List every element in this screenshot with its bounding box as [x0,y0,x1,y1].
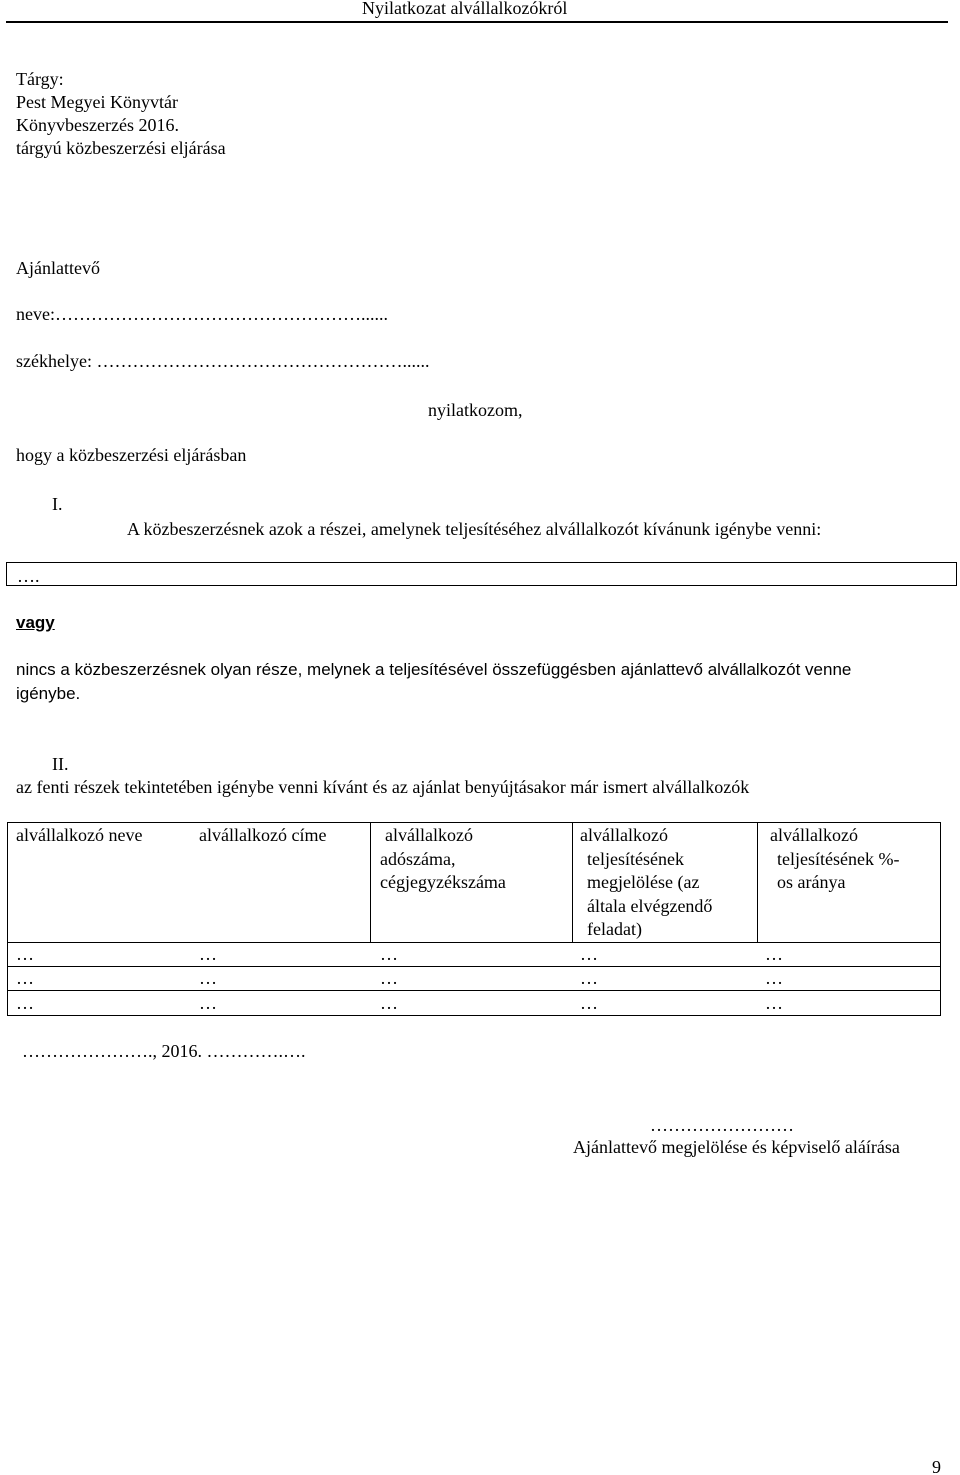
table-bottom-border [7,1015,941,1016]
table-col-separator-5 [757,822,758,942]
signature-label: Ajánlattevő megjelölése és képviselő aláírása [573,1137,900,1157]
table-header-share [770,824,899,895]
table-header-name [16,824,142,848]
table-header-tax-line-3: cégjegyzékszáma [380,872,506,892]
none-text-line-2: igénybe. [16,684,81,703]
section-one-box-text: …. [17,566,40,586]
page-header-title: Nyilatkozat alvállalkozókról [362,0,568,18]
table-header-task-line-2: teljesítésének [587,848,684,869]
page-number: 9 [932,1457,941,1475]
table-header-task-line-4: általa elvégzendő [587,895,713,916]
table-header-task-line-1: alvállalkozó [580,825,668,845]
table-header-task [580,824,712,942]
table-col-separator-3 [370,822,371,942]
table-cell: … [580,993,598,1013]
table-header-share-line-2: teljesítésének %- [777,848,900,869]
table-header-bottom-border [7,942,941,943]
header-rule [6,21,948,23]
subject-line-2: Könyvbeszerzés 2016. [16,115,179,135]
table-row-1-bottom-border [7,966,941,967]
declaration-declare: nyilatkozom, [428,400,523,420]
table-cell: … [765,968,783,988]
table-header-share-line-3: os aránya [777,872,846,892]
date-line: …………………., 2016. ………….…. [22,1041,306,1061]
subject-label: Tárgy: [16,69,64,89]
bidder-name-line: neve:……………………………………………...... [16,304,388,324]
none-text-line-1: nincs a közbeszerzésnek olyan része, melynek a teljesítésével összefüggésben ajánlattevő alvállalkozót venne [16,660,852,679]
table-cell: … [16,968,34,988]
table-right-border [940,822,941,1015]
table-cell: … [16,993,34,1013]
table-header-task-line-5: feladat) [587,919,642,939]
table-row [0,992,960,1015]
table-cell: … [580,968,598,988]
declaration-context: hogy a közbeszerzési eljárásban [16,445,247,465]
table-cell: … [199,944,217,964]
or-text: vagy [16,613,55,632]
bidder-seat-line: székhelye: ……………………………………………...... [16,351,430,371]
table-cell: … [765,944,783,964]
signature-dots: …………………… [650,1115,794,1135]
table-header-tax-line-1: alvállalkozó [385,825,473,845]
subject-line-3: tárgyú közbeszerzési eljárása [16,138,226,158]
table-cell: … [580,944,598,964]
table-top-border [7,822,941,823]
section-one-box [6,562,957,586]
table-header-task-line-3: megjelölése (az [587,872,700,892]
table-header-share-line-1: alvállalkozó [770,825,858,845]
section-one-number: I. [52,494,63,514]
table-cell: … [380,993,398,1013]
table-cell: … [16,944,34,964]
bidder-label: Ajánlattevő [16,258,100,278]
section-two-heading: az fenti részek tekintetében igénybe venni kívánt és az ajánlat benyújtásakor már ismert alvállalkozók [16,777,750,797]
section-two-number: II. [52,754,69,774]
table-header-address-line: alvállalkozó címe [199,825,327,845]
table-row-2-bottom-border [7,990,941,991]
table-row [0,967,960,990]
table-header-name-line: alvállalkozó neve [16,825,143,845]
subject-line-1: Pest Megyei Könyvtár [16,92,178,112]
table-cell: … [380,944,398,964]
section-one-heading: A közbeszerzésnek azok a részei, amelynek teljesítéséhez alvállalkozót kívánunk igénybe venni: [127,519,822,539]
table-header-tax-number [380,824,506,895]
table-header-tax-line-2: adószáma, [380,848,456,869]
table-col-separator-4 [572,822,573,942]
table-cell: … [199,968,217,988]
table-cell: … [380,968,398,988]
table-header-address [199,824,326,848]
table-cell: … [199,993,217,1013]
table-left-border [7,822,8,1015]
table-cell: … [765,993,783,1013]
table-row [0,943,960,966]
